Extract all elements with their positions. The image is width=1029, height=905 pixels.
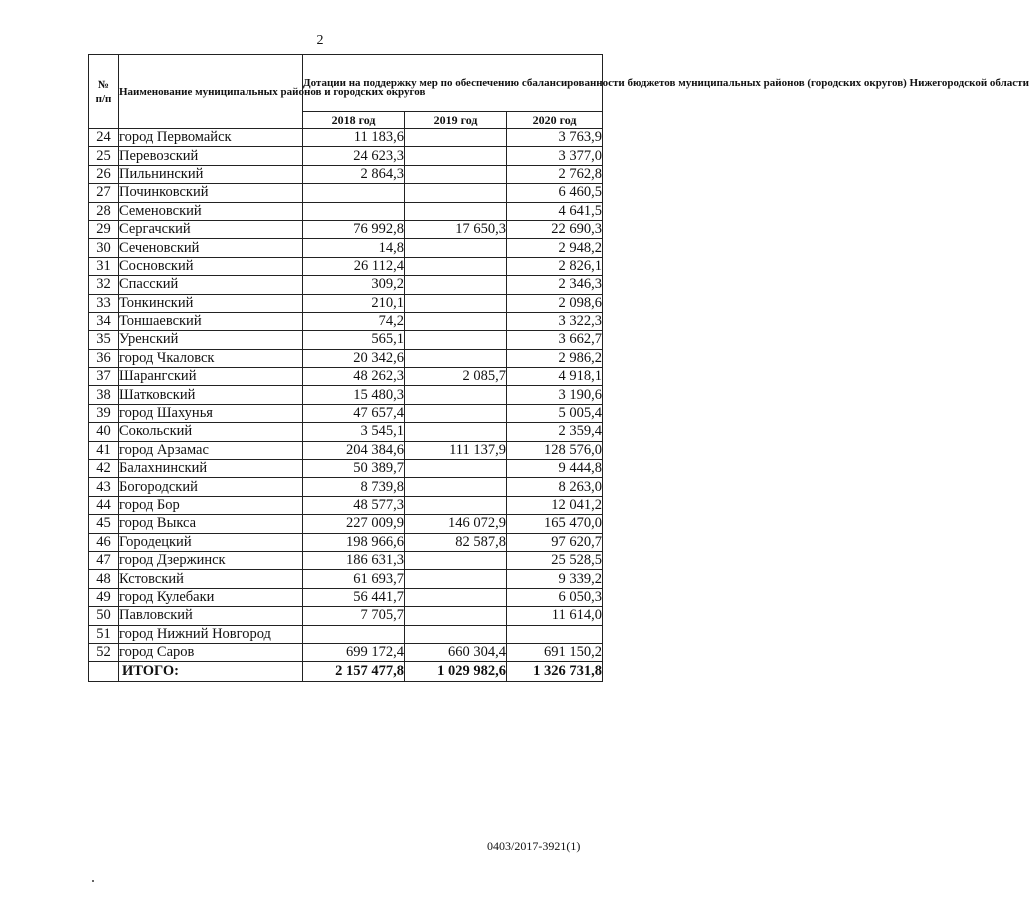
table-row <box>89 257 603 275</box>
cell-2018: 56 441,7 <box>303 588 405 606</box>
row-number: 36 <box>89 349 119 367</box>
total-2019: 1 029 982,6 <box>405 662 507 682</box>
document-code: 0403/2017-3921(1) <box>487 839 581 853</box>
cell-2019 <box>405 184 507 202</box>
table-row <box>89 129 603 147</box>
table-row <box>89 460 603 478</box>
cell-2018: 7 705,7 <box>303 607 405 625</box>
total-empty <box>89 662 119 682</box>
row-number: 46 <box>89 533 119 551</box>
row-number: 32 <box>89 276 119 294</box>
row-number: 42 <box>89 460 119 478</box>
total-2018: 2 157 477,8 <box>303 662 405 682</box>
row-number: 27 <box>89 184 119 202</box>
table-row <box>89 202 603 220</box>
table-row <box>89 239 603 257</box>
row-number: 47 <box>89 551 119 569</box>
row-name: Богородский <box>119 478 303 496</box>
row-number: 31 <box>89 257 119 275</box>
table-row <box>89 607 603 625</box>
cell-2020: 9 339,2 <box>507 570 603 588</box>
cell-2018: 699 172,4 <box>303 643 405 661</box>
row-number: 28 <box>89 202 119 220</box>
table-row <box>89 184 603 202</box>
row-number: 29 <box>89 220 119 238</box>
cell-2018: 26 112,4 <box>303 257 405 275</box>
cell-2020: 2 986,2 <box>507 349 603 367</box>
cell-2020: 3 377,0 <box>507 147 603 165</box>
row-name: Уренский <box>119 331 303 349</box>
row-number: 51 <box>89 625 119 643</box>
header-year-2018: 2018 год <box>303 112 405 129</box>
row-number: 48 <box>89 570 119 588</box>
row-name: город Саров <box>119 643 303 661</box>
row-name: Балахнинский <box>119 460 303 478</box>
row-name: город Дзержинск <box>119 551 303 569</box>
cell-2020: 2 826,1 <box>507 257 603 275</box>
row-name: Починковский <box>119 184 303 202</box>
cell-2020 <box>507 625 603 643</box>
row-name: Спасский <box>119 276 303 294</box>
cell-2019 <box>405 496 507 514</box>
cell-2020: 4 918,1 <box>507 368 603 386</box>
cell-2018: 3 545,1 <box>303 423 405 441</box>
cell-2020: 12 041,2 <box>507 496 603 514</box>
table-row <box>89 423 603 441</box>
cell-2020: 22 690,3 <box>507 220 603 238</box>
row-name: город Первомайск <box>119 129 303 147</box>
row-number: 45 <box>89 515 119 533</box>
cell-2019 <box>405 165 507 183</box>
cell-2020: 2 762,8 <box>507 165 603 183</box>
subsidies-table <box>88 54 1029 682</box>
cell-2019 <box>405 460 507 478</box>
header-name: Наименование муниципальных районов и городских округов <box>119 55 303 129</box>
table-row <box>89 643 603 661</box>
cell-2018: 24 623,3 <box>303 147 405 165</box>
row-name: Перевозский <box>119 147 303 165</box>
cell-2020: 6 050,3 <box>507 588 603 606</box>
row-number: 50 <box>89 607 119 625</box>
cell-2018: 48 262,3 <box>303 368 405 386</box>
row-number: 40 <box>89 423 119 441</box>
table-body <box>89 129 603 682</box>
page-number: 2 <box>316 33 324 48</box>
row-name: Сосновский <box>119 257 303 275</box>
cell-2018: 11 183,6 <box>303 129 405 147</box>
row-name: город Арзамас <box>119 441 303 459</box>
cell-2020: 97 620,7 <box>507 533 603 551</box>
row-name: город Кулебаки <box>119 588 303 606</box>
cell-2020: 165 470,0 <box>507 515 603 533</box>
total-label: ИТОГО: <box>119 662 303 682</box>
row-number: 24 <box>89 129 119 147</box>
table-row <box>89 220 603 238</box>
cell-2020: 2 948,2 <box>507 239 603 257</box>
cell-2019 <box>405 551 507 569</box>
row-name: город Выкса <box>119 515 303 533</box>
header-subsidies: Дотации на поддержку мер по обеспечению сбалансированности бюджетов муниципальных районов (городских округов) Нижегородской области <box>303 55 603 112</box>
cell-2019 <box>405 349 507 367</box>
cell-2019 <box>405 423 507 441</box>
cell-2018: 204 384,6 <box>303 441 405 459</box>
cell-2019 <box>405 294 507 312</box>
cell-2020: 3 763,9 <box>507 129 603 147</box>
row-number: 34 <box>89 312 119 330</box>
header-year-2020: 2020 год <box>507 112 603 129</box>
row-number: 44 <box>89 496 119 514</box>
table-row <box>89 147 603 165</box>
cell-2018: 186 631,3 <box>303 551 405 569</box>
total-2020: 1 326 731,8 <box>507 662 603 682</box>
row-name: Шатковский <box>119 386 303 404</box>
cell-2019 <box>405 478 507 496</box>
cell-2019 <box>405 588 507 606</box>
row-number: 43 <box>89 478 119 496</box>
scan-dot <box>92 880 94 882</box>
row-name: Семеновский <box>119 202 303 220</box>
table-row <box>89 533 603 551</box>
cell-2019: 82 587,8 <box>405 533 507 551</box>
table-row <box>89 331 603 349</box>
cell-2018: 8 739,8 <box>303 478 405 496</box>
table-row <box>89 312 603 330</box>
row-name: город Бор <box>119 496 303 514</box>
row-name: Тонкинский <box>119 294 303 312</box>
table-row <box>89 349 603 367</box>
cell-2019 <box>405 331 507 349</box>
row-name: Сокольский <box>119 423 303 441</box>
cell-2020: 8 263,0 <box>507 478 603 496</box>
table-row <box>89 386 603 404</box>
row-name: Сергачский <box>119 220 303 238</box>
cell-2019 <box>405 129 507 147</box>
cell-2020: 128 576,0 <box>507 441 603 459</box>
cell-2018: 74,2 <box>303 312 405 330</box>
cell-2018 <box>303 625 405 643</box>
cell-2018: 47 657,4 <box>303 404 405 422</box>
cell-2018: 2 864,3 <box>303 165 405 183</box>
cell-2020: 3 190,6 <box>507 386 603 404</box>
cell-2019 <box>405 257 507 275</box>
cell-2018: 309,2 <box>303 276 405 294</box>
header-number: № п/п <box>89 55 119 129</box>
cell-2018 <box>303 184 405 202</box>
row-name: Городецкий <box>119 533 303 551</box>
cell-2018: 76 992,8 <box>303 220 405 238</box>
cell-2019: 111 137,9 <box>405 441 507 459</box>
table-row <box>89 276 603 294</box>
cell-2019 <box>405 625 507 643</box>
cell-2018: 210,1 <box>303 294 405 312</box>
cell-2020: 2 098,6 <box>507 294 603 312</box>
row-number: 25 <box>89 147 119 165</box>
cell-2019 <box>405 404 507 422</box>
cell-2020: 5 005,4 <box>507 404 603 422</box>
table-row <box>89 441 603 459</box>
cell-2019 <box>405 386 507 404</box>
row-name: город Нижний Новгород <box>119 625 303 643</box>
cell-2019 <box>405 147 507 165</box>
cell-2020: 11 614,0 <box>507 607 603 625</box>
cell-2020: 691 150,2 <box>507 643 603 661</box>
cell-2018 <box>303 202 405 220</box>
cell-2018: 20 342,6 <box>303 349 405 367</box>
cell-2019 <box>405 239 507 257</box>
cell-2018: 48 577,3 <box>303 496 405 514</box>
cell-2020: 9 444,8 <box>507 460 603 478</box>
cell-2019 <box>405 607 507 625</box>
total-row <box>89 662 603 682</box>
cell-2019: 146 072,9 <box>405 515 507 533</box>
cell-2018: 565,1 <box>303 331 405 349</box>
cell-2018: 15 480,3 <box>303 386 405 404</box>
row-number: 26 <box>89 165 119 183</box>
cell-2020: 3 662,7 <box>507 331 603 349</box>
table-row <box>89 588 603 606</box>
row-number: 38 <box>89 386 119 404</box>
row-number: 33 <box>89 294 119 312</box>
table-row <box>89 478 603 496</box>
cell-2020: 2 346,3 <box>507 276 603 294</box>
row-name: город Чкаловск <box>119 349 303 367</box>
cell-2019: 17 650,3 <box>405 220 507 238</box>
cell-2020: 25 528,5 <box>507 551 603 569</box>
cell-2018: 50 389,7 <box>303 460 405 478</box>
cell-2019: 2 085,7 <box>405 368 507 386</box>
cell-2018: 198 966,6 <box>303 533 405 551</box>
row-number: 37 <box>89 368 119 386</box>
cell-2018: 227 009,9 <box>303 515 405 533</box>
table-row <box>89 496 603 514</box>
row-name: Сеченовский <box>119 239 303 257</box>
cell-2020: 3 322,3 <box>507 312 603 330</box>
cell-2020: 6 460,5 <box>507 184 603 202</box>
row-number: 49 <box>89 588 119 606</box>
row-name: Шарангский <box>119 368 303 386</box>
cell-2020: 4 641,5 <box>507 202 603 220</box>
table-row <box>89 404 603 422</box>
row-name: Павловский <box>119 607 303 625</box>
cell-2018: 14,8 <box>303 239 405 257</box>
table-row <box>89 551 603 569</box>
row-number: 30 <box>89 239 119 257</box>
row-name: Тоншаевский <box>119 312 303 330</box>
row-number: 52 <box>89 643 119 661</box>
row-number: 41 <box>89 441 119 459</box>
table-row <box>89 165 603 183</box>
cell-2019: 660 304,4 <box>405 643 507 661</box>
row-name: Кстовский <box>119 570 303 588</box>
row-name: город Шахунья <box>119 404 303 422</box>
cell-2019 <box>405 202 507 220</box>
cell-2019 <box>405 570 507 588</box>
row-name: Пильнинский <box>119 165 303 183</box>
cell-2019 <box>405 276 507 294</box>
row-number: 35 <box>89 331 119 349</box>
row-number: 39 <box>89 404 119 422</box>
table-row <box>89 515 603 533</box>
cell-2018: 61 693,7 <box>303 570 405 588</box>
cell-2020: 2 359,4 <box>507 423 603 441</box>
table-row <box>89 294 603 312</box>
cell-2019 <box>405 312 507 330</box>
table-row <box>89 625 603 643</box>
header-year-2019: 2019 год <box>405 112 507 129</box>
table-row <box>89 368 603 386</box>
table-row <box>89 570 603 588</box>
